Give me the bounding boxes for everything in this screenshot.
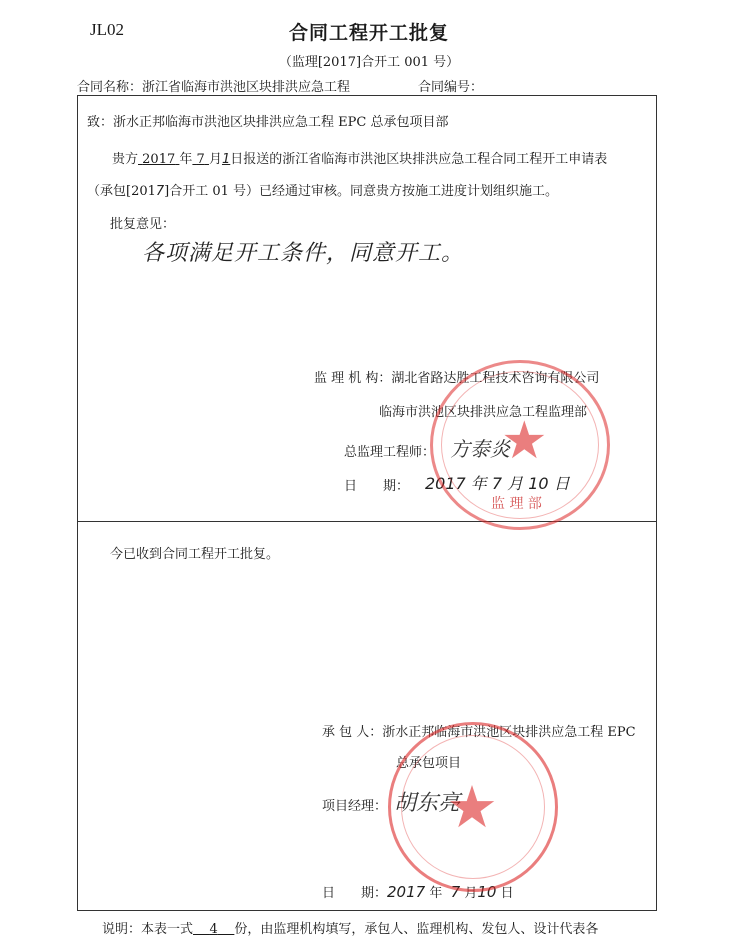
stamp-text: 监 理 部	[491, 496, 542, 512]
receipt-date-day: 10	[477, 883, 497, 901]
contract-name	[77, 76, 350, 95]
p1-nian: 年	[179, 152, 193, 167]
approval-date-label: 日 期：	[344, 479, 410, 494]
p1-yue: 月	[208, 152, 222, 167]
p1-prefix: 贵方	[112, 152, 139, 167]
addressee-line: 致：浙水正邦临海市洪池区块排洪应急工程 EPC 总承包项目部	[87, 115, 449, 130]
contract-number-label: 合同编号：	[418, 80, 484, 95]
p1-day: 1	[221, 152, 231, 167]
contractor-label: 承 包 人：	[322, 725, 383, 740]
opinion-label: 批复意见：	[110, 217, 176, 232]
p1-year: 2017	[142, 152, 176, 167]
contractor-line1: 浙水正邦临海市洪池区块排洪应急工程 EPC	[382, 725, 636, 740]
manager-signature: 胡东亮	[394, 791, 461, 816]
p2-prefix: （承包[201	[87, 184, 156, 199]
receipt-date-month: 7	[450, 883, 461, 901]
receipt-date-yue: 月	[464, 886, 478, 901]
opinion-handwritten: 各项满足开工条件，同意开工。	[142, 241, 465, 266]
note-rest: 份，由监理机构填写，承包人、监理机构、发包人、设计代表各	[234, 922, 599, 937]
chief-engineer-label: 总监理工程师：	[344, 445, 436, 460]
note-prefix: 说明：本表一式	[102, 922, 194, 937]
contract-name-label: 合同名称：	[77, 80, 143, 95]
document-number: （监理[2017]合开工 001 号）	[278, 55, 460, 70]
chief-engineer-signature: 方泰炎	[450, 437, 510, 461]
receipt-date-nian: 年	[429, 886, 443, 901]
contractor-stamp	[388, 722, 558, 892]
p1-rest: 日报送的浙江省临海市洪池区块排洪应急工程合同工程开工申请表	[230, 152, 608, 167]
footer-note	[102, 918, 598, 937]
stamp-star-icon: ★	[501, 411, 548, 471]
approval-paragraph-1	[112, 148, 607, 167]
received-text: 今已收到合同工程开工批复。	[110, 547, 280, 562]
stamp-star-icon: ★	[446, 773, 498, 841]
form-code: JL02	[90, 20, 124, 39]
contract-name-value: 浙江省临海市洪池区块排洪应急工程	[142, 80, 351, 95]
p2-rest: ]合开工 01 号）已经通过审核。同意贵方按施工进度计划组织施工。	[164, 184, 559, 199]
receipt-date-year: 2017	[387, 883, 426, 901]
approval-paragraph-2	[87, 180, 558, 199]
approval-date-handwritten: 2017 年 7 月 10 日	[425, 474, 570, 493]
agency-label: 监 理 机 构：	[314, 371, 392, 386]
contractor-line2: 总承包项目	[396, 756, 462, 771]
supervision-stamp	[430, 360, 610, 530]
agency-name: 湖北省路达胜工程技术咨询有限公司	[391, 371, 600, 386]
receipt-date-ri: 日	[500, 886, 514, 901]
receipt-date-label: 日 期：	[322, 886, 388, 901]
section-divider	[77, 521, 657, 522]
page-title: 合同工程开工批复	[288, 22, 449, 44]
p1-month: 7	[196, 152, 205, 167]
manager-label: 项目经理：	[322, 799, 388, 814]
p2-hand: 7	[155, 184, 165, 199]
note-count: 4	[209, 922, 218, 937]
agency-dept: 临海市洪池区块排洪应急工程监理部	[379, 405, 588, 420]
